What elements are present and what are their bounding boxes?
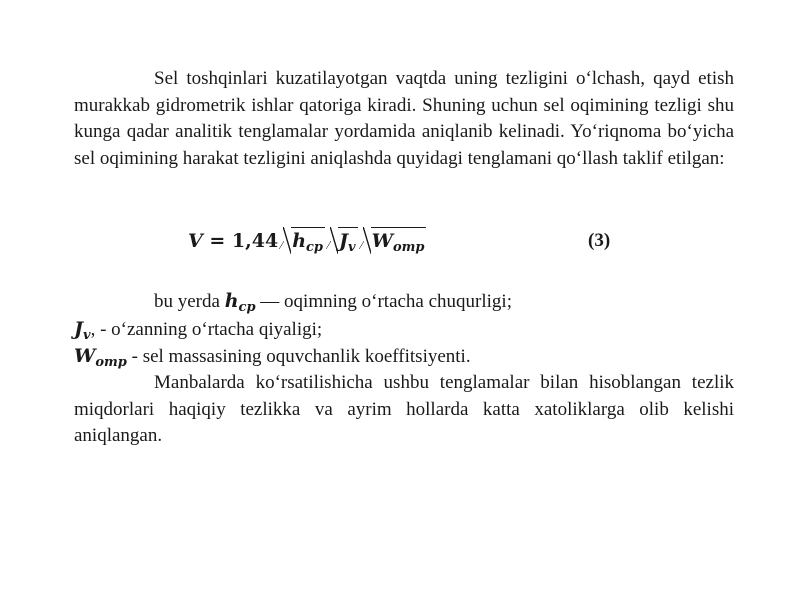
definition-depth-symbol: h [224, 290, 239, 312]
definition-depth-subscript: cp [238, 300, 256, 315]
definition-slope-subscript: v [83, 328, 91, 343]
definition-fluidity-text: - sel massasining oquvchanlik koeffitsiyenti. [126, 346, 471, 367]
sqrt-depth [279, 226, 325, 261]
definition-prefix: bu yerda [154, 291, 225, 312]
depth-subscript: cp [306, 240, 324, 255]
equation-lhs: V [188, 230, 203, 252]
paragraph-conclusion: Manbalarda ko‘rsatilishicha ushbu tenglamalar bilan hisoblangan tezlik miqdorlari haqiqiy tezlikka va ayrim hollarda katta xatoliklarga olib kelishi aniqlangan. [74, 372, 734, 446]
fluidity-subscript: omp [392, 240, 425, 255]
definition-slope-symbol: J [74, 318, 83, 340]
sqrt-fluidity [359, 226, 427, 261]
definition-fluidity-var [74, 345, 127, 370]
definition-slope-text: , - o‘zanning o‘rtacha qiyaligi; [90, 319, 323, 340]
depth-symbol: h [292, 230, 307, 252]
equation-number: (3) [588, 230, 611, 251]
fluidity-symbol: W [371, 230, 393, 252]
slope-symbol: J [339, 230, 349, 252]
definition-depth-var [224, 290, 256, 315]
velocity-equation [188, 226, 426, 261]
equation-row [0, 226, 800, 260]
paragraph-intro: Sel toshqinlari kuzatilayotgan vaqtda uning tezligini o‘lchash, qayd etish murakkab gidrometrik ishlar qatoriga kiradi. Shuning uchun sel oqimining tezligi shu kunga qadar analitik tenglamalar yordamida aniqlanib kelinadi. Yo‘riqnoma bo‘yicha sel oqimining harakat tezligini aniqlashda quyidagi tenglamani qo‘llash taklif etilgan: [74, 68, 734, 169]
equation-equals: = [202, 230, 232, 252]
definition-depth-text: — oqimning o‘rtacha chuqurligi; [255, 291, 512, 312]
equation-coefficient: 1,44 [231, 230, 279, 252]
slope-subscript: v [348, 240, 356, 255]
definition-slope-var [74, 318, 91, 343]
sqrt-slope [326, 226, 358, 261]
definition-fluidity-symbol: W [74, 345, 96, 367]
definition-fluidity-subscript: omp [95, 355, 127, 370]
